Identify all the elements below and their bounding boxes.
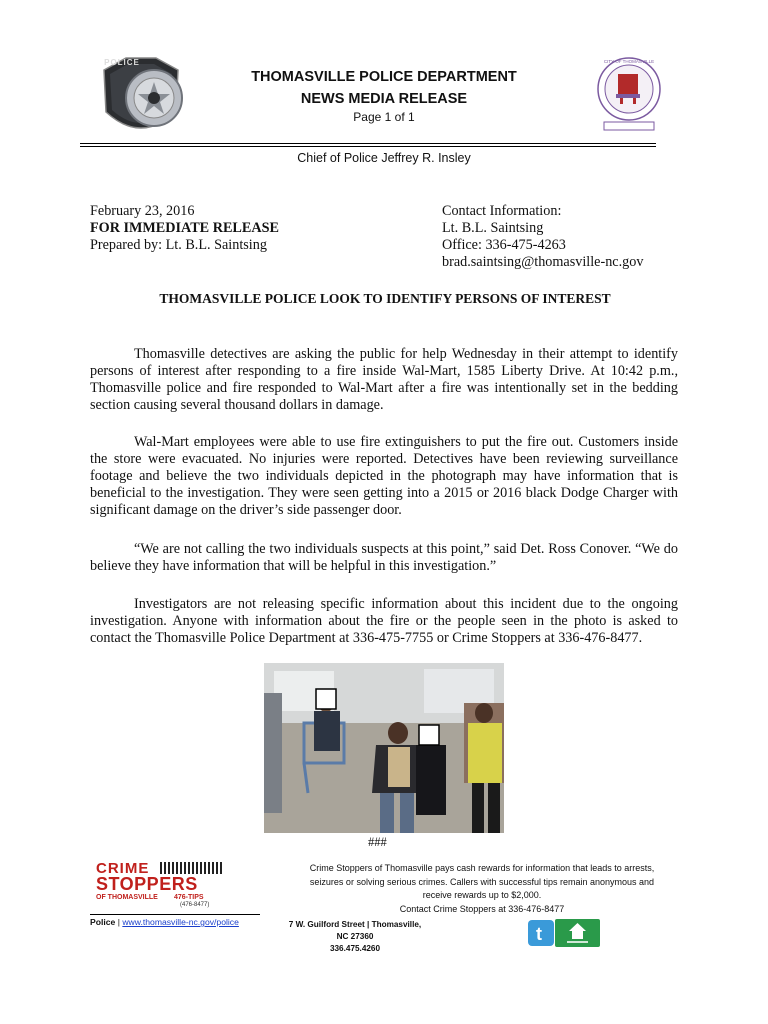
address-line-1: 7 W. Guilford Street | Thomasville,: [288, 920, 422, 929]
logo-stoppers: STOPPERS: [96, 874, 198, 894]
logo-tips: 476-TIPS: [174, 894, 204, 901]
contact-email[interactable]: brad.saintsing@thomasville-nc.gov: [442, 254, 644, 270]
footer-rule: [90, 914, 260, 915]
footer-website-link[interactable]: www.thomasville-nc.gov/police: [122, 917, 239, 927]
crime-stoppers-line-1: Crime Stoppers of Thomasville pays cash rewards for information that leads to arrests,: [309, 863, 655, 873]
paragraph-3: “We are not calling the two individuals suspects at this point,” said Det. Ross Conover. “We do believe they have information that will be helpful in this investigation.”: [90, 541, 678, 574]
surveillance-photo: [264, 663, 504, 833]
logo-bars: [160, 862, 222, 874]
page-number: Page 1 of 1: [353, 110, 415, 124]
badge-text: POLICE: [104, 58, 140, 67]
header-rule-bottom: [80, 146, 656, 147]
paragraph-2: Wal-Mart employees were able to use fire extinguishers to put the fire out. Customers inside the store were evacuated. No injuries were reported. Detectives have been reviewing surveillance footage and believe the two individuals depicted in the photograph may have information that is beneficial to the investigation. They were seen getting into a 2015 or 2016 black Dodge Charger with significant damage on the driver’s side passenger door.: [90, 434, 678, 518]
department-name: THOMASVILLE POLICE DEPARTMENT: [251, 69, 517, 85]
logo-number: (476-8477): [180, 902, 210, 908]
footer-police-label: Police: [90, 917, 116, 927]
footer-separator: |: [117, 917, 120, 927]
crime-stoppers-text: [276, 862, 688, 916]
paragraph-4: Investigators are not releasing specific information about this incident due to the ongoing investigation. Anyone with information about the fire or the people seen in the photo is asked to contact the Thomasville Police Department at 336-475-7755 or Crime Stoppers at 336-476-8477.: [90, 596, 678, 646]
crime-stoppers-line-4: Contact Crime Stoppers at 336-476-8477: [399, 903, 565, 914]
prepared-by: Prepared by: Lt. B.L. Saintsing: [90, 237, 267, 253]
paragraph-1: Thomasville detectives are asking the public for help Wednesday in their attempt to identify persons of interest after responding to a fire inside Wal-Mart, 1585 Liberty Drive. At 10:42 p.m., Thomasville police and fire responded to Wal-Mart after a fire was intentionally set in the bedding section causing several thousand dollars in damage.: [90, 346, 678, 413]
chief-of-police: Chief of Police Jeffrey R. Insley: [297, 151, 471, 165]
release-type: FOR IMMEDIATE RELEASE: [90, 220, 279, 236]
contact-name: Lt. B.L. Saintsing: [442, 220, 544, 236]
logo-of-thomasville: OF THOMASVILLE: [96, 894, 158, 901]
release-date: February 23, 2016: [90, 203, 195, 219]
end-mark: ###: [368, 835, 387, 849]
svg-text:t: t: [536, 924, 542, 944]
release-title: NEWS MEDIA RELEASE: [300, 91, 468, 107]
page-title: [0, 66, 768, 110]
crime-stoppers-logo: [94, 860, 228, 910]
contact-office: Office: 336-475-4263: [442, 237, 566, 253]
headline: THOMASVILLE POLICE LOOK TO IDENTIFY PERSONS OF INTEREST: [159, 291, 611, 306]
logo-crime: CRIME: [96, 860, 150, 877]
address-line-2: NC 27360: [336, 932, 374, 941]
release-info: [90, 203, 279, 254]
header-rule-top: [80, 143, 656, 144]
home-icon[interactable]: [555, 919, 600, 947]
footer-links: [90, 917, 239, 927]
footer-address: [280, 919, 430, 955]
contact-info: [442, 203, 643, 271]
contact-label: Contact Information:: [442, 203, 562, 219]
crime-stoppers-line-3: receive rewards up to $2,000.: [422, 890, 542, 900]
crime-stoppers-line-2: seizures or solving serious crimes. Callers with successful tips remain anonymous and: [309, 876, 655, 887]
twitter-icon[interactable]: [528, 920, 554, 946]
seal-text: CITY OF THOMASVILLE: [603, 59, 655, 64]
address-line-3: 336.475.4260: [329, 944, 381, 953]
